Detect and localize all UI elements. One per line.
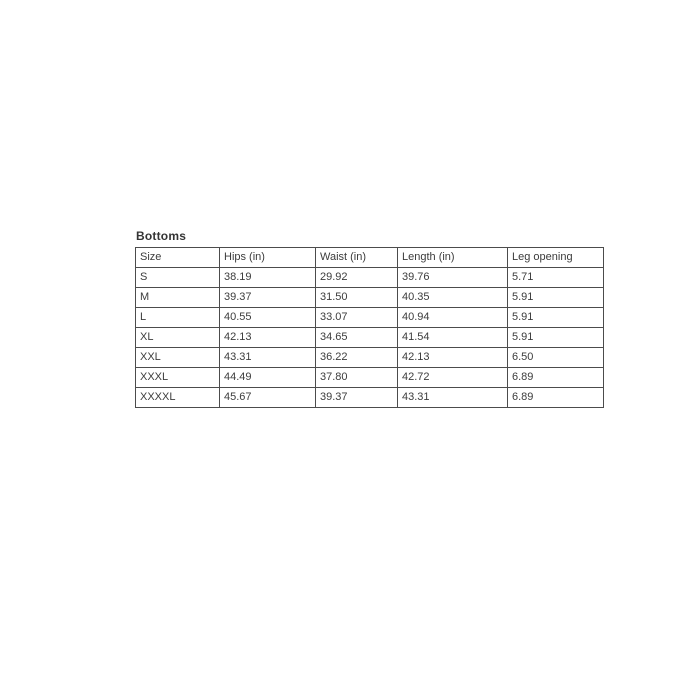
table-cell: 40.94 (398, 308, 508, 328)
size-chart-section (135, 229, 603, 408)
table-cell: 34.65 (316, 328, 398, 348)
table-row (136, 348, 604, 368)
table-row (136, 328, 604, 348)
table-cell: 41.54 (398, 328, 508, 348)
table-cell: 5.91 (508, 308, 604, 328)
table-cell: 5.91 (508, 328, 604, 348)
size-chart-header (136, 248, 604, 268)
table-cell: 31.50 (316, 288, 398, 308)
table-cell: 40.55 (220, 308, 316, 328)
table-cell: 42.72 (398, 368, 508, 388)
table-cell: 36.22 (316, 348, 398, 368)
table-row (136, 308, 604, 328)
table-row (136, 368, 604, 388)
table-cell: 5.91 (508, 288, 604, 308)
table-cell: 37.80 (316, 368, 398, 388)
table-cell: XL (136, 328, 220, 348)
table-cell: 42.13 (398, 348, 508, 368)
table-cell: S (136, 268, 220, 288)
size-chart-title: Bottoms (136, 229, 187, 243)
column-header: Size (136, 248, 220, 268)
table-cell: 44.49 (220, 368, 316, 388)
column-header: Length (in) (398, 248, 508, 268)
table-cell: 39.37 (316, 388, 398, 408)
table-cell: 38.19 (220, 268, 316, 288)
header-row (136, 248, 604, 268)
table-cell: 40.35 (398, 288, 508, 308)
table-cell: 5.71 (508, 268, 604, 288)
table-cell: 42.13 (220, 328, 316, 348)
table-cell: 39.37 (220, 288, 316, 308)
table-cell: 45.67 (220, 388, 316, 408)
table-cell: 43.31 (220, 348, 316, 368)
table-cell: 29.92 (316, 268, 398, 288)
table-row (136, 388, 604, 408)
table-row (136, 288, 604, 308)
table-cell: 39.76 (398, 268, 508, 288)
table-cell: 6.89 (508, 368, 604, 388)
table-cell: L (136, 308, 220, 328)
table-cell: 43.31 (398, 388, 508, 408)
column-header: Hips (in) (220, 248, 316, 268)
table-cell: 6.50 (508, 348, 604, 368)
table-cell: 6.89 (508, 388, 604, 408)
table-cell: XXXXL (136, 388, 220, 408)
table-row (136, 268, 604, 288)
size-chart-body (136, 268, 604, 408)
table-cell: M (136, 288, 220, 308)
table-cell: 33.07 (316, 308, 398, 328)
column-header: Waist (in) (316, 248, 398, 268)
size-chart-table (135, 247, 604, 408)
column-header: Leg opening (508, 248, 604, 268)
table-cell: XXXL (136, 368, 220, 388)
table-cell: XXL (136, 348, 220, 368)
